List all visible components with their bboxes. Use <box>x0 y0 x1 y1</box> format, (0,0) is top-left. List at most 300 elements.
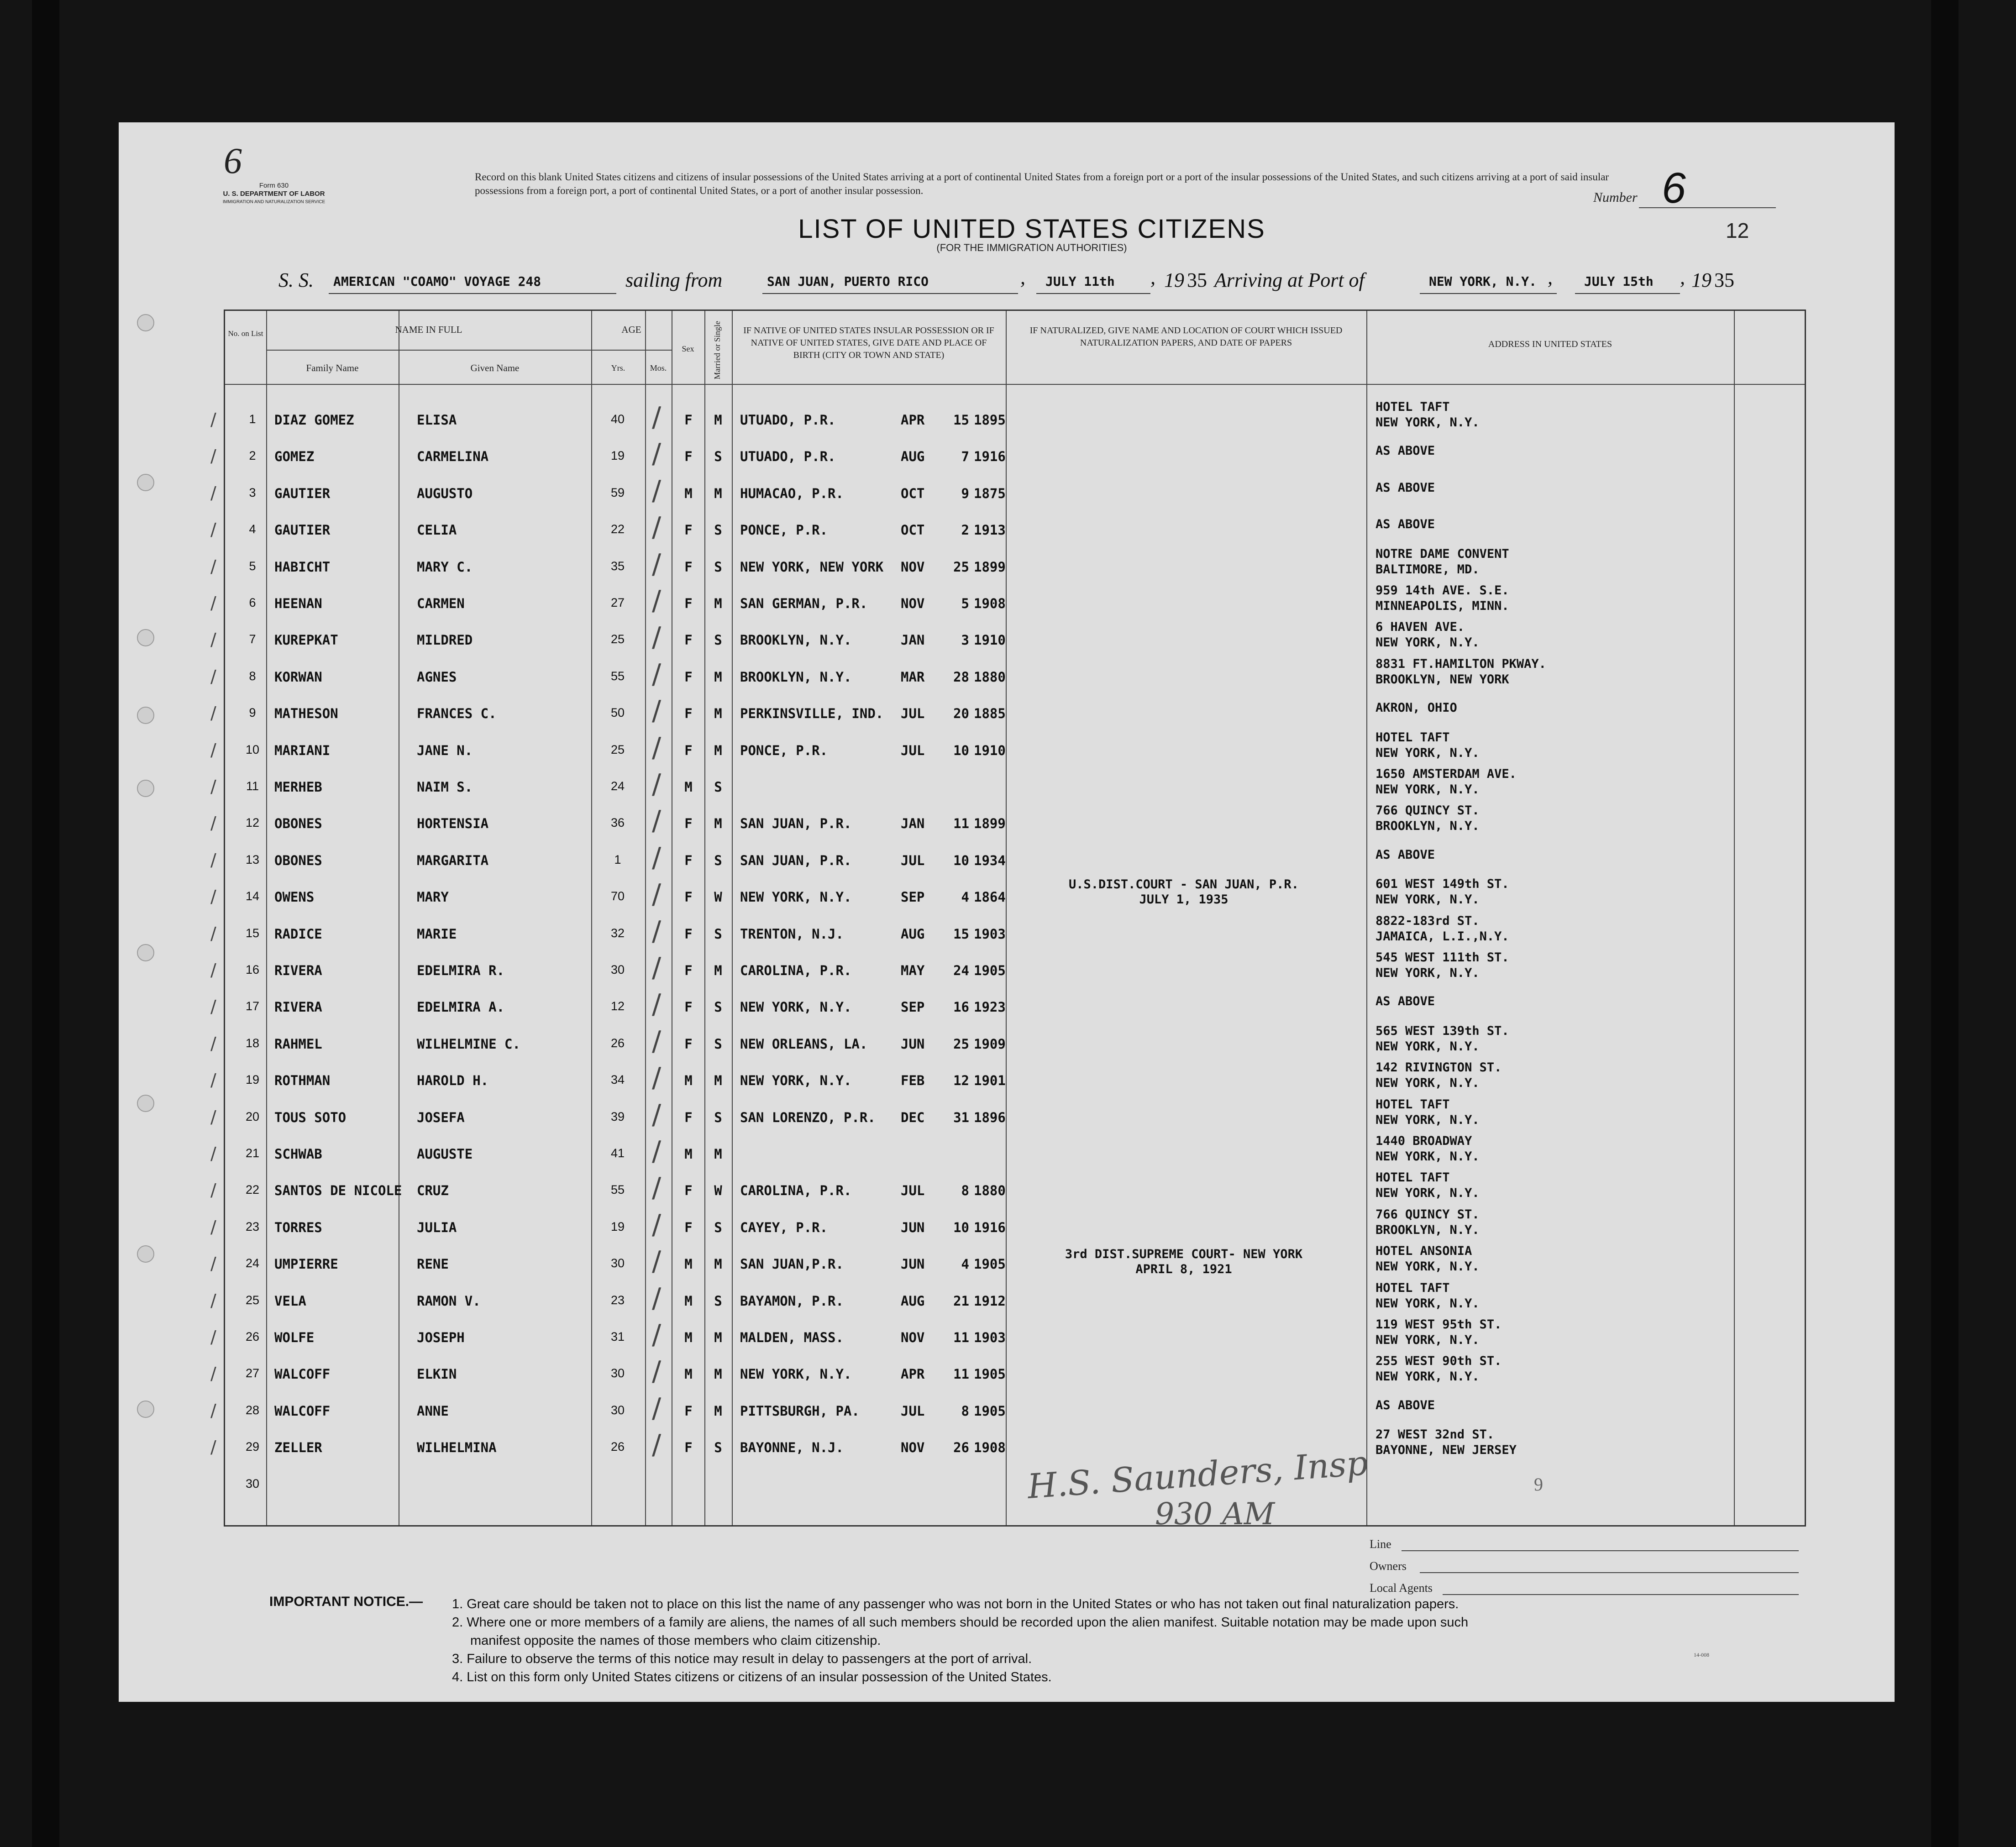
col-mos-header: Mos. <box>650 363 667 373</box>
cell-family: OWENS <box>274 889 315 905</box>
cell-sex: M <box>684 1366 693 1382</box>
cell-age: 30 <box>610 1403 625 1417</box>
cell-family: GAUTIER <box>274 485 331 501</box>
punch-hole <box>137 1401 154 1418</box>
cell-given: EDELMIRA R. <box>417 963 505 978</box>
punch-hole <box>137 314 154 331</box>
check-mark-icon: / <box>652 1098 662 1131</box>
check-mark-icon: / <box>652 841 662 874</box>
cell-address-line1: 766 QUINCY ST. <box>1376 803 1480 818</box>
cell-year: 1916 <box>974 449 1006 465</box>
cell-month: FEB <box>901 1073 925 1089</box>
binder-strip-left <box>32 0 59 1847</box>
cell-month: MAY <box>901 963 925 978</box>
cell-place: PONCE, P.R. <box>740 522 828 538</box>
court-name: U.S.DIST.COURT - SAN JUAN, P.R. <box>1069 877 1299 892</box>
cell-month: JUN <box>901 1219 925 1235</box>
cell-given: JULIA <box>417 1219 457 1235</box>
cell-no: 3 <box>249 485 256 499</box>
cell-family: MATHESON <box>274 706 338 722</box>
cell-family: SANTOS DE NICOLE <box>274 1183 402 1199</box>
cell-place: PERKINSVILLE, IND. <box>740 706 884 722</box>
cell-day: 4 <box>961 1256 969 1272</box>
cell-age: 34 <box>610 1073 625 1087</box>
form-line: IMMIGRATION AND NATURALIZATION SERVICE <box>222 199 326 205</box>
punch-hole <box>137 944 154 961</box>
cell-age: 31 <box>610 1330 625 1343</box>
cell-sex: F <box>684 816 693 832</box>
cell-given: MILDRED <box>417 632 473 648</box>
cell-day: 15 <box>953 926 969 942</box>
cell-family: RIVERA <box>274 999 322 1015</box>
agents-label: Local Agents <box>1370 1581 1433 1595</box>
check-mark-icon: / <box>652 878 662 911</box>
cell-ms: M <box>714 1146 722 1162</box>
cell-address-line1: AS ABOVE <box>1376 1398 1435 1412</box>
cell-address-line2: NEW YORK, N.Y. <box>1376 966 1480 980</box>
cell-age: 19 <box>610 449 625 463</box>
cell-age: 24 <box>610 779 625 793</box>
check-mark-icon: / <box>652 1319 662 1351</box>
cell-no: 7 <box>249 632 256 646</box>
check-mark-icon: / <box>652 585 662 617</box>
sail-year-prefix: 19 <box>1164 269 1184 291</box>
cell-place: CAROLINA, P.R. <box>740 1183 852 1199</box>
cell-sex: F <box>684 1440 693 1456</box>
cell-year: 1903 <box>974 1330 1006 1345</box>
cell-no: 29 <box>245 1440 260 1454</box>
cell-sex: F <box>684 1183 693 1199</box>
cell-address-line1: 255 WEST 90th ST. <box>1376 1354 1502 1369</box>
punch-hole <box>137 780 154 797</box>
cell-month: JUN <box>901 1256 925 1272</box>
cell-month: OCT <box>901 485 925 501</box>
cell-month: NOV <box>901 1440 925 1456</box>
cell-ms: M <box>714 1403 722 1419</box>
cell-month: APR <box>901 1366 925 1382</box>
cell-ms: W <box>714 889 722 905</box>
check-mark-icon: / <box>210 1217 216 1237</box>
cell-year: 1895 <box>974 412 1006 428</box>
cell-family: ZELLER <box>274 1440 322 1456</box>
cell-year: 1903 <box>974 926 1006 942</box>
cell-family: RAHMEL <box>274 1036 322 1052</box>
cell-no: 17 <box>245 999 260 1013</box>
cell-day: 24 <box>953 963 969 978</box>
from-underline <box>762 293 1018 294</box>
cell-age: 25 <box>610 632 625 646</box>
cell-year: 1901 <box>974 1073 1006 1089</box>
cell-year: 1880 <box>974 669 1006 685</box>
notice-heading: IMPORTANT NOTICE.— <box>269 1594 423 1609</box>
cell-place: HUMACAO, P.R. <box>740 485 844 501</box>
cell-given: RENE <box>417 1256 449 1272</box>
court-date: APRIL 8, 1921 <box>1135 1262 1232 1276</box>
check-mark-icon: / <box>652 1172 662 1204</box>
notice-item: 1. Great care should be taken not to place on this list the name of any passenger who was not born in the United States or who has not taken out final naturalization papers. <box>452 1597 1459 1611</box>
cell-sex: F <box>684 632 693 648</box>
ship-name: AMERICAN "COAMO" VOYAGE 248 <box>333 274 541 289</box>
cell-place: NEW YORK, NEW YORK <box>740 559 884 575</box>
cell-no: 26 <box>245 1330 260 1343</box>
cell-place: PONCE, P.R. <box>740 742 828 758</box>
check-mark-icon: / <box>652 1392 662 1424</box>
date-underline <box>1036 293 1150 294</box>
cell-place: SAN JUAN,P.R. <box>740 1256 844 1272</box>
cell-ms: S <box>714 1219 722 1235</box>
cell-age: 36 <box>610 816 625 830</box>
manifest-table <box>210 310 1806 1527</box>
cell-age: 39 <box>610 1109 625 1123</box>
cell-no: 16 <box>245 963 260 976</box>
margin-number: 9 <box>1534 1474 1543 1495</box>
cell-given: ANNE <box>417 1403 449 1419</box>
cell-day: 12 <box>953 1073 969 1089</box>
cell-month: JAN <box>901 632 925 648</box>
cell-place: NEW YORK, N.Y. <box>740 999 852 1015</box>
arriving-label: Arriving at Port of <box>1214 269 1365 291</box>
cell-place: NEW YORK, N.Y. <box>740 1073 852 1089</box>
cell-address-line1: NOTRE DAME CONVENT <box>1376 546 1509 561</box>
check-mark-icon: / <box>210 813 216 834</box>
check-mark-icon: / <box>210 1033 216 1054</box>
cell-month: JUL <box>901 706 925 722</box>
cell-family: DIAZ GOMEZ <box>274 412 354 428</box>
cell-ms: M <box>714 1073 722 1089</box>
cell-month: MAR <box>901 669 925 685</box>
cell-month: AUG <box>901 926 925 942</box>
cell-no: 19 <box>245 1073 260 1087</box>
cell-place: SAN JUAN, P.R. <box>740 852 852 868</box>
cell-address-line2: NEW YORK, N.Y. <box>1376 1333 1480 1347</box>
cell-year: 1916 <box>974 1219 1006 1235</box>
cell-day: 7 <box>961 449 969 465</box>
naturalization-entry <box>1006 877 1362 907</box>
cell-family: KORWAN <box>274 669 322 685</box>
number-label: Number <box>1593 190 1638 205</box>
cell-day: 10 <box>953 852 969 868</box>
cell-age: 26 <box>610 1440 625 1454</box>
check-mark-icon: / <box>210 556 216 577</box>
cell-age: 1 <box>614 852 621 866</box>
cell-family: TOUS SOTO <box>274 1109 346 1125</box>
check-mark-icon: / <box>210 593 216 613</box>
cell-place: NEW YORK, N.Y. <box>740 1366 852 1382</box>
cell-no: 28 <box>245 1403 260 1417</box>
cell-sex: M <box>684 1073 693 1089</box>
check-mark-icon: / <box>652 988 662 1021</box>
punch-hole <box>137 707 154 724</box>
col-family-header: Family Name <box>306 362 359 373</box>
cell-given: MARY C. <box>417 559 473 575</box>
cell-ms: S <box>714 852 722 868</box>
cell-given: AUGUSTE <box>417 1146 473 1162</box>
check-mark-icon: / <box>652 548 662 580</box>
check-mark-icon: / <box>652 401 662 433</box>
cell-address-line1: 142 RIVINGTON ST. <box>1376 1060 1502 1075</box>
cell-given: CRUZ <box>417 1183 449 1199</box>
cell-no: 8 <box>249 669 256 683</box>
cell-address-line2: BAYONNE, NEW JERSEY <box>1376 1443 1517 1458</box>
court-name: 3rd DIST.SUPREME COURT- NEW YORK <box>1065 1247 1303 1261</box>
port-underline <box>1420 293 1557 294</box>
cell-address-line2: NEW YORK, N.Y. <box>1376 1296 1480 1311</box>
cell-day: 20 <box>953 706 969 722</box>
cell-age: 32 <box>610 926 625 940</box>
cell-ms: M <box>714 669 722 685</box>
cell-sex: F <box>684 449 693 465</box>
check-mark-icon: / <box>652 731 662 764</box>
cell-place: BROOKLYN, N.Y. <box>740 669 852 685</box>
cell-year: 1905 <box>974 1366 1006 1382</box>
cell-address-line2: NEW YORK, N.Y. <box>1376 1259 1480 1274</box>
check-mark-icon: / <box>652 1208 662 1241</box>
cell-given: EDELMIRA A. <box>417 999 505 1015</box>
check-mark-icon: / <box>652 1355 662 1388</box>
col-married-header: Married or Single <box>713 321 722 379</box>
cell-family: VELA <box>274 1293 306 1309</box>
notice-item: 2. Where one or more members of a family are aliens, the names of all such members should be recorded upon the alien manifest. Suitable notation may be made upon such <box>452 1615 1469 1630</box>
col-birth-header: IF NATIVE OF UNITED STATES INSULAR POSSESSION OR IF NATIVE OF UNITED STATES, GIVE DATE AND PLACE OF BIRTH (CITY OR TOWN AND STATE) <box>743 325 994 360</box>
cell-ms: M <box>714 1256 722 1272</box>
cell-sex: F <box>684 1403 693 1419</box>
cell-family: KUREPKAT <box>274 632 338 648</box>
cell-year: 1908 <box>974 596 1006 611</box>
cell-year: 1905 <box>974 1403 1006 1419</box>
cell-family: RIVERA <box>274 963 322 978</box>
cell-day: 5 <box>961 596 969 611</box>
cell-place: CAYEY, P.R. <box>740 1219 828 1235</box>
check-mark-icon: / <box>210 777 216 797</box>
cell-year: 1880 <box>974 1183 1006 1199</box>
check-mark-icon: / <box>652 915 662 947</box>
check-mark-icon: / <box>652 658 662 690</box>
cell-ms: S <box>714 449 722 465</box>
cell-day: 10 <box>953 742 969 758</box>
page-title: LIST OF UNITED STATES CITIZENS <box>798 214 1265 244</box>
cell-given: ELKIN <box>417 1366 457 1382</box>
check-mark-icon: / <box>652 695 662 727</box>
cell-address-line2: NEW YORK, N.Y. <box>1376 1112 1480 1127</box>
cell-day: 4 <box>961 889 969 905</box>
check-mark-icon: / <box>210 666 216 687</box>
cell-address-line1: AS ABOVE <box>1376 444 1435 458</box>
check-mark-icon: / <box>210 1254 216 1274</box>
cell-given: MARIE <box>417 926 457 942</box>
cell-place: CAROLINA, P.R. <box>740 963 852 978</box>
cell-address-line1: 601 WEST 149th ST. <box>1376 877 1509 892</box>
cell-month: JUN <box>901 1036 925 1052</box>
check-mark-icon: / <box>210 519 216 540</box>
cell-age: 35 <box>610 559 625 573</box>
cell-no: 22 <box>245 1183 260 1197</box>
check-mark-icon: / <box>652 1025 662 1057</box>
cell-address-line1: 8822-183rd ST. <box>1376 913 1480 928</box>
cell-address-line1: HOTEL TAFT <box>1376 400 1450 414</box>
cell-family: OBONES <box>274 852 322 868</box>
check-mark-icon: / <box>652 1429 662 1461</box>
cell-sex: F <box>684 889 693 905</box>
cell-address-line2: NEW YORK, N.Y. <box>1376 1186 1480 1201</box>
cell-ms: M <box>714 596 722 611</box>
line-underline <box>1402 1550 1799 1551</box>
cell-age: 22 <box>610 522 625 536</box>
cell-year: 1912 <box>974 1293 1006 1309</box>
court-date: JULY 1, 1935 <box>1139 892 1228 907</box>
cell-no: 2 <box>249 449 256 463</box>
check-mark-icon: / <box>652 438 662 470</box>
cell-place: TRENTON, N.J. <box>740 926 844 942</box>
cell-month: NOV <box>901 559 925 575</box>
cell-year: 1875 <box>974 485 1006 501</box>
cell-sex: F <box>684 596 693 611</box>
cell-no: 30 <box>245 1476 260 1490</box>
page-subtitle: (FOR THE IMMIGRATION AUTHORITIES) <box>936 242 1127 253</box>
cell-address-line1: 766 QUINCY ST. <box>1376 1207 1480 1222</box>
check-mark-icon: / <box>652 952 662 984</box>
check-mark-icon: / <box>210 1327 216 1347</box>
cell-day: 31 <box>953 1109 969 1125</box>
page-mark: 6 <box>224 141 242 181</box>
check-mark-icon: / <box>210 1144 216 1164</box>
cell-family: RADICE <box>274 926 322 942</box>
cell-given: RAMON V. <box>417 1293 481 1309</box>
cell-year: 1909 <box>974 1036 1006 1052</box>
cell-month: DEC <box>901 1109 925 1125</box>
cell-address-line1: 27 WEST 32nd ST. <box>1376 1427 1495 1442</box>
cell-age: 26 <box>610 1036 625 1050</box>
cell-sex: F <box>684 852 693 868</box>
cell-no: 24 <box>245 1256 260 1270</box>
cell-place: MALDEN, MASS. <box>740 1330 844 1345</box>
cell-given: JOSEFA <box>417 1109 465 1125</box>
cell-day: 10 <box>953 1219 969 1235</box>
col-naturalized-header: IF NATURALIZED, GIVE NAME AND LOCATION OF COURT WHICH ISSUED NATURALIZATION PAPERS, AND DATE OF PAPERS <box>1029 325 1343 348</box>
col-sex-header: Sex <box>682 344 694 353</box>
cell-given: FRANCES C. <box>417 706 497 722</box>
cell-day: 9 <box>961 485 969 501</box>
cell-family: WALCOFF <box>274 1366 331 1382</box>
cell-place: NEW YORK, N.Y. <box>740 889 852 905</box>
check-mark-icon: / <box>652 1282 662 1314</box>
cell-family: TORRES <box>274 1219 322 1235</box>
cell-year: 1923 <box>974 999 1006 1015</box>
cell-age: 41 <box>610 1146 625 1160</box>
cell-given: WILHELMINA <box>417 1440 497 1456</box>
cell-place: BAYONNE, N.J. <box>740 1440 844 1456</box>
cell-given: CARMEN <box>417 596 465 611</box>
cell-month: AUG <box>901 449 925 465</box>
check-mark-icon: / <box>210 850 216 870</box>
cell-given: HORTENSIA <box>417 816 489 832</box>
cell-given: CARMELINA <box>417 449 489 465</box>
check-mark-icon: / <box>210 960 216 980</box>
check-mark-icon: / <box>210 630 216 650</box>
cell-no: 25 <box>245 1293 260 1307</box>
cell-ms: M <box>714 485 722 501</box>
check-mark-icon: / <box>210 446 216 467</box>
cell-year: 1910 <box>974 632 1006 648</box>
cell-given: JOSEPH <box>417 1330 465 1345</box>
cell-no: 10 <box>245 742 260 756</box>
form-identifier <box>196 182 352 206</box>
cell-year: 1899 <box>974 816 1006 832</box>
arrival-port: NEW YORK, N.Y. <box>1429 274 1537 289</box>
cell-no: 9 <box>249 706 256 720</box>
cell-family: GAUTIER <box>274 522 331 538</box>
cell-year: 1910 <box>974 742 1006 758</box>
cell-ms: M <box>714 412 722 428</box>
check-mark-icon: / <box>652 1135 662 1167</box>
cell-age: 12 <box>610 999 625 1013</box>
cell-no: 6 <box>249 596 256 609</box>
cell-month: JUL <box>901 742 925 758</box>
check-mark-icon: / <box>210 1070 216 1091</box>
punch-hole <box>137 1095 154 1112</box>
cell-month: JAN <box>901 816 925 832</box>
cell-address-line1: 6 HAVEN AVE. <box>1376 620 1465 635</box>
cell-family: HABICHT <box>274 559 331 575</box>
cell-age: 27 <box>610 596 625 609</box>
notice-item: manifest opposite the names of those members who claim citizenship. <box>470 1633 881 1648</box>
sailing-label: sailing from <box>625 269 723 291</box>
cell-sex: F <box>684 1036 693 1052</box>
cell-address-line2: BROOKLYN, NEW YORK <box>1376 672 1509 687</box>
cell-age: 19 <box>610 1219 625 1233</box>
cell-ms: M <box>714 706 722 722</box>
cell-ms: S <box>714 522 722 538</box>
cell-no: 1 <box>249 412 256 426</box>
inspector-signature: H.S. Saunders, Insp <box>1026 1443 1370 1506</box>
punch-hole <box>137 474 154 491</box>
cell-address-line1: HOTEL TAFT <box>1376 1097 1450 1112</box>
cell-address-line2: NEW YORK, N.Y. <box>1376 1076 1480 1091</box>
cell-day: 8 <box>961 1403 969 1419</box>
cell-address-line2: BROOKLYN, N.Y. <box>1376 1223 1480 1237</box>
page-number: 12 <box>1726 219 1749 242</box>
cell-ms: S <box>714 1036 722 1052</box>
cell-address-line2: BALTIMORE, MD. <box>1376 562 1480 577</box>
cell-year: 1905 <box>974 963 1006 978</box>
cell-place: BAYAMON, P.R. <box>740 1293 844 1309</box>
cell-age: 55 <box>610 1183 625 1197</box>
owners-underline <box>1420 1572 1799 1573</box>
cell-family: WOLFE <box>274 1330 315 1345</box>
cell-address-line2: NEW YORK, N.Y. <box>1376 1149 1480 1164</box>
cell-address-line1: 1440 BROADWAY <box>1376 1134 1472 1148</box>
cell-ms: S <box>714 1440 722 1456</box>
cell-sex: M <box>684 1256 693 1272</box>
check-mark-icon: / <box>210 740 216 760</box>
cell-sex: M <box>684 1330 693 1345</box>
cell-month: JUL <box>901 1183 925 1199</box>
cell-address-line1: 545 WEST 111th ST. <box>1376 950 1509 965</box>
cell-sex: F <box>684 1109 693 1125</box>
check-mark-icon: / <box>652 511 662 544</box>
col-given-header: Given Name <box>470 362 520 373</box>
cell-address-line1: AS ABOVE <box>1376 517 1435 532</box>
cell-ms: M <box>714 963 722 978</box>
cell-no: 5 <box>249 559 256 573</box>
form-code: 14-008 <box>1694 1652 1709 1658</box>
cell-ms: M <box>714 1366 722 1382</box>
cell-no: 15 <box>245 926 260 940</box>
cell-family: UMPIERRE <box>274 1256 338 1272</box>
check-mark-icon: / <box>210 409 216 430</box>
cell-address-line1: HOTEL TAFT <box>1376 1170 1450 1185</box>
cell-no: 27 <box>245 1366 260 1380</box>
cell-sex: M <box>684 779 693 795</box>
